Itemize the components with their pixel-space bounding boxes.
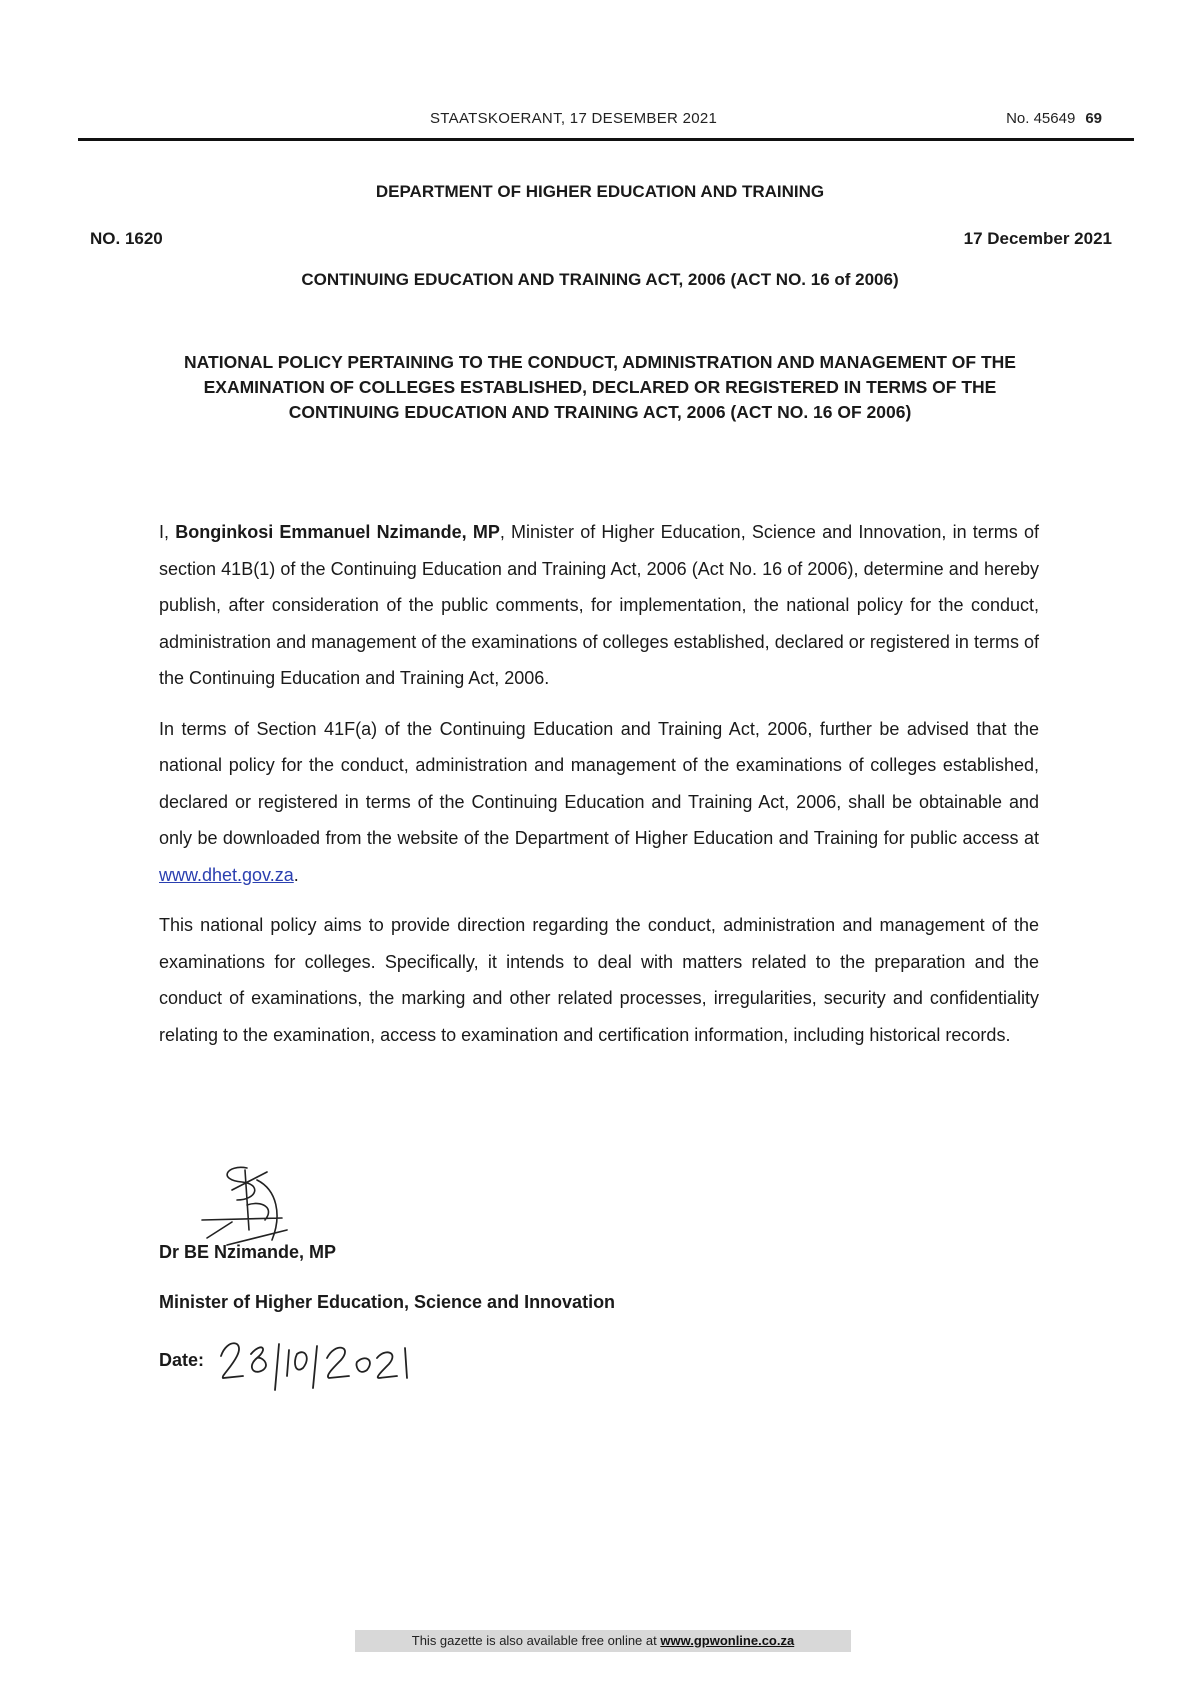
para1-prefix: I, xyxy=(159,522,176,542)
notice-body xyxy=(159,514,1039,1067)
notice-date: 17 December 2021 xyxy=(963,229,1112,248)
gpwonline-link[interactable]: www.gpwonline.co.za xyxy=(660,1633,795,1648)
page-number: 69 xyxy=(1085,110,1102,127)
gazette-number: No. 45649 xyxy=(1006,110,1076,127)
paragraph-1 xyxy=(159,514,1039,697)
policy-title: NATIONAL POLICY PERTAINING TO THE CONDUCT, ADMINISTRATION AND MANAGEMENT OF THE EXAMINATION OF COLLEGES ESTABLISHED, DECLARED OR REGISTERED IN TERMS OF THE CONTINUING EDUCATION AND TRAINING ACT, 2006 (ACT NO. 16 OF 2006) xyxy=(184,352,1016,422)
minister-name: Bonginkosi Emmanuel Nzimande, MP xyxy=(175,522,500,542)
signer-title: Minister of Higher Education, Science and Innovation xyxy=(159,1292,616,1312)
gazette-number-block xyxy=(1006,110,1102,127)
footer-banner xyxy=(355,1630,851,1652)
paragraph-3 xyxy=(159,907,1039,1053)
signer-name: Dr BE Nzimande, MP xyxy=(159,1242,337,1262)
date-label: Date: xyxy=(159,1350,205,1370)
running-head: STAATSKOERANT, 17 DESEMBER 2021 xyxy=(430,110,718,127)
handwritten-date-icon xyxy=(217,1328,417,1398)
para2-text: In terms of Section 41F(a) of the Continuing Education and Training Act, 2006, further be advised that the national policy for the conduct, administration and management of the examinations of colleges established, declared or registered in terms of the Continuing Education and Training Act, 2006, shall be obtainable and only be downloaded from the website of the Department of Higher Education and Training for public access at xyxy=(159,718,1039,848)
para2-end: . xyxy=(293,864,299,885)
header-rule xyxy=(78,138,1134,141)
department-heading: DEPARTMENT OF HIGHER EDUCATION AND TRAINING xyxy=(375,182,825,201)
paragraph-2 xyxy=(159,711,1039,894)
footer-text: This gazette is also available free online at xyxy=(411,1633,661,1648)
dhet-website-link[interactable]: www.dhet.gov.za xyxy=(159,864,294,885)
act-title: CONTINUING EDUCATION AND TRAINING ACT, 2006 (ACT NO. 16 of 2006) xyxy=(301,270,899,289)
para3-text: This national policy aims to provide direction regarding the conduct, administration and management of the examinations for colleges. Specifically, it intends to deal with matters related to the preparation and the conduct of examinations, the marking and other related processes, irregularities, security and confidentiality relating to the examination, access to examination and certification information, including historical records. xyxy=(159,915,1039,1045)
notice-number: NO. 1620 xyxy=(90,229,163,248)
para1-text: , Minister of Higher Education, Science and Innovation, in terms of section 41B(1) of the Continuing Education and Training Act, 2006 (Act No. 16 of 2006), determine and hereby publish, after consideration of the public comments, for implementation, the national policy for the conduct, administration and management of the examinations of colleges established, declared or registered in terms of the Continuing Education and Training Act, 2006. xyxy=(159,522,1039,688)
